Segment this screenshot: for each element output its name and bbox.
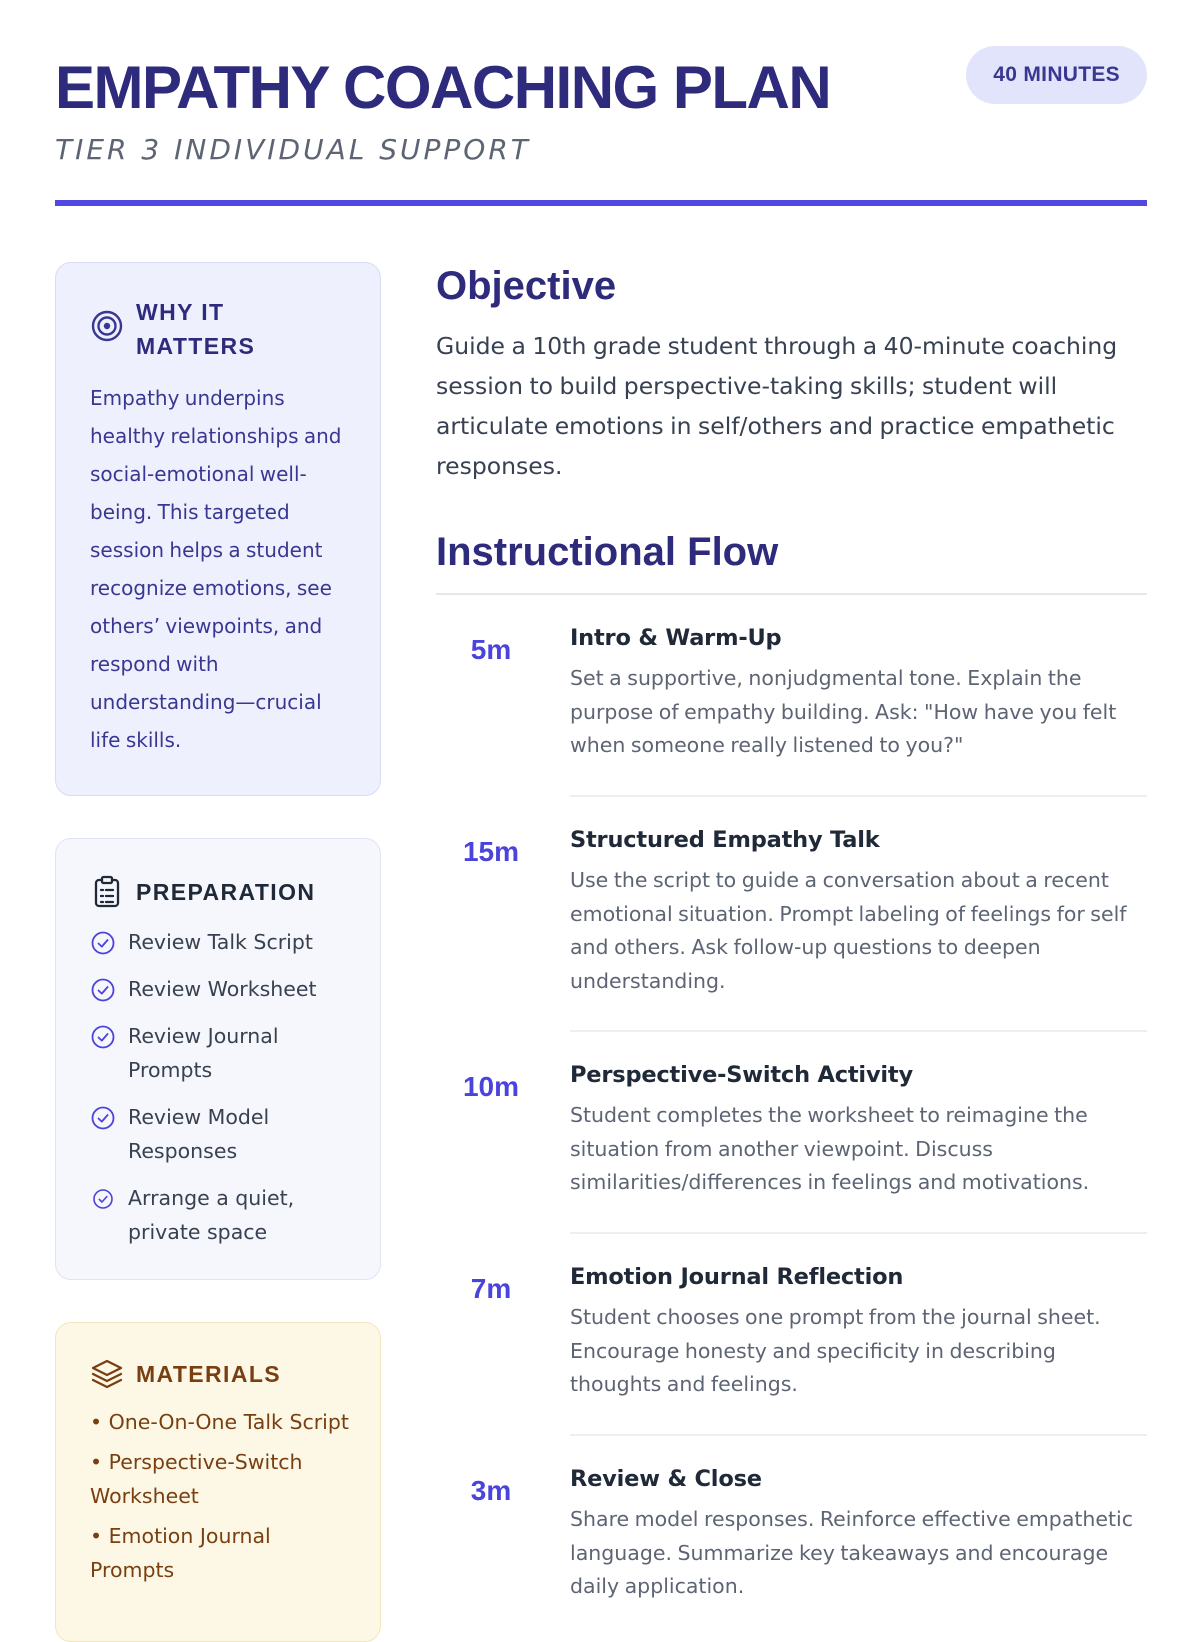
step-duration: 7m xyxy=(470,1273,512,1304)
preparation-card xyxy=(55,838,381,1280)
materials-card xyxy=(55,1322,381,1642)
step-title: Intro & Warm-Up xyxy=(570,625,782,651)
preparation-item-label: Review Journal Prompts xyxy=(128,1024,279,1082)
step-duration: 15m xyxy=(462,836,520,867)
preparation-heading: PREPARATION xyxy=(136,879,316,905)
materials-item: • One-On-One Talk Script xyxy=(90,1410,349,1434)
page-subtitle: TIER 3 INDIVIDUAL SUPPORT xyxy=(55,133,531,166)
step-body xyxy=(570,1463,1147,1604)
preparation-header xyxy=(90,875,315,909)
step-body xyxy=(570,1059,1147,1200)
step-description: Student completes the worksheet to reimagine the situation from another viewpoint. Discuss similarities/differences in feelings and motivations. xyxy=(570,1103,1090,1194)
objective-heading: Objective xyxy=(436,264,617,308)
check-circle-icon xyxy=(90,977,116,1003)
step-duration: 10m xyxy=(462,1071,520,1102)
materials-list xyxy=(90,1405,352,1593)
duration-badge: 40 MINUTES xyxy=(966,46,1147,104)
instructional-flow-heading: Instructional Flow xyxy=(436,530,779,574)
step-title: Emotion Journal Reflection xyxy=(570,1264,904,1290)
coaching-plan-page xyxy=(55,0,1147,1600)
check-circle-icon xyxy=(90,930,116,956)
step-body xyxy=(570,622,1147,763)
header-divider xyxy=(55,200,1147,206)
step-title: Perspective-Switch Activity xyxy=(570,1062,913,1088)
preparation-item xyxy=(90,1100,360,1168)
step-divider xyxy=(570,1232,1147,1234)
materials-heading: MATERIALS xyxy=(136,1361,282,1387)
preparation-item xyxy=(90,925,360,959)
step-divider xyxy=(570,1434,1147,1436)
preparation-item xyxy=(90,1181,360,1249)
check-circle-icon xyxy=(90,1186,116,1212)
step-divider xyxy=(570,795,1147,797)
materials-header xyxy=(90,1357,281,1391)
materials-item: • Emotion Journal Prompts xyxy=(90,1524,271,1582)
why-it-matters-text: Empathy underpins healthy relationships and social-emotional well-being. This targeted session helps a student recognize emotions, see others’ viewpoints, and respond with understanding—crucial life skills. xyxy=(90,386,342,752)
preparation-list xyxy=(90,925,360,1262)
layers-icon xyxy=(90,1357,124,1391)
step-title: Review & Close xyxy=(570,1466,762,1492)
step-duration: 3m xyxy=(470,1475,512,1506)
preparation-item-label: Review Model Responses xyxy=(128,1105,270,1163)
preparation-item xyxy=(90,1019,360,1087)
flow-divider xyxy=(436,593,1147,595)
step-body xyxy=(570,824,1147,998)
step-divider xyxy=(570,1030,1147,1032)
step-description: Student chooses one prompt from the journal sheet. Encourage honesty and specificity in describing thoughts and feelings. xyxy=(570,1305,1101,1396)
step-description: Set a supportive, nonjudgmental tone. Explain the purpose of empathy building. Ask: "How have you felt when someone really listened to you?" xyxy=(570,666,1117,757)
materials-item: • Perspective-Switch Worksheet xyxy=(90,1450,303,1508)
step-title: Structured Empathy Talk xyxy=(570,827,880,853)
step-description: Share model responses. Reinforce effective empathetic language. Summarize key takeaways and encourage daily application. xyxy=(570,1507,1134,1598)
objective-text: Guide a 10th grade student through a 40-minute coaching session to build perspective-taking skills; student will articulate emotions in self/others and practice empathetic responses. xyxy=(436,332,1118,480)
preparation-item-label: Review Talk Script xyxy=(128,930,313,954)
step-body xyxy=(570,1261,1147,1402)
why-it-matters-header xyxy=(90,295,286,363)
page-title: EMPATHY COACHING PLAN xyxy=(55,54,831,121)
clipboard-icon xyxy=(90,875,124,909)
check-circle-icon xyxy=(90,1024,116,1050)
step-description: Use the script to guide a conversation about a recent emotional situation. Prompt labeling of feelings for self and others. Ask follow-up questions to deepen understanding. xyxy=(570,868,1127,993)
why-it-matters-heading: WHY IT MATTERS xyxy=(136,299,256,359)
preparation-item-label: Review Worksheet xyxy=(128,977,317,1001)
preparation-item xyxy=(90,972,360,1006)
step-duration: 5m xyxy=(470,634,512,665)
why-it-matters-card xyxy=(55,262,381,796)
check-circle-icon xyxy=(90,1105,116,1131)
target-icon xyxy=(90,309,124,343)
preparation-item-label: Arrange a quiet, private space xyxy=(128,1186,295,1244)
